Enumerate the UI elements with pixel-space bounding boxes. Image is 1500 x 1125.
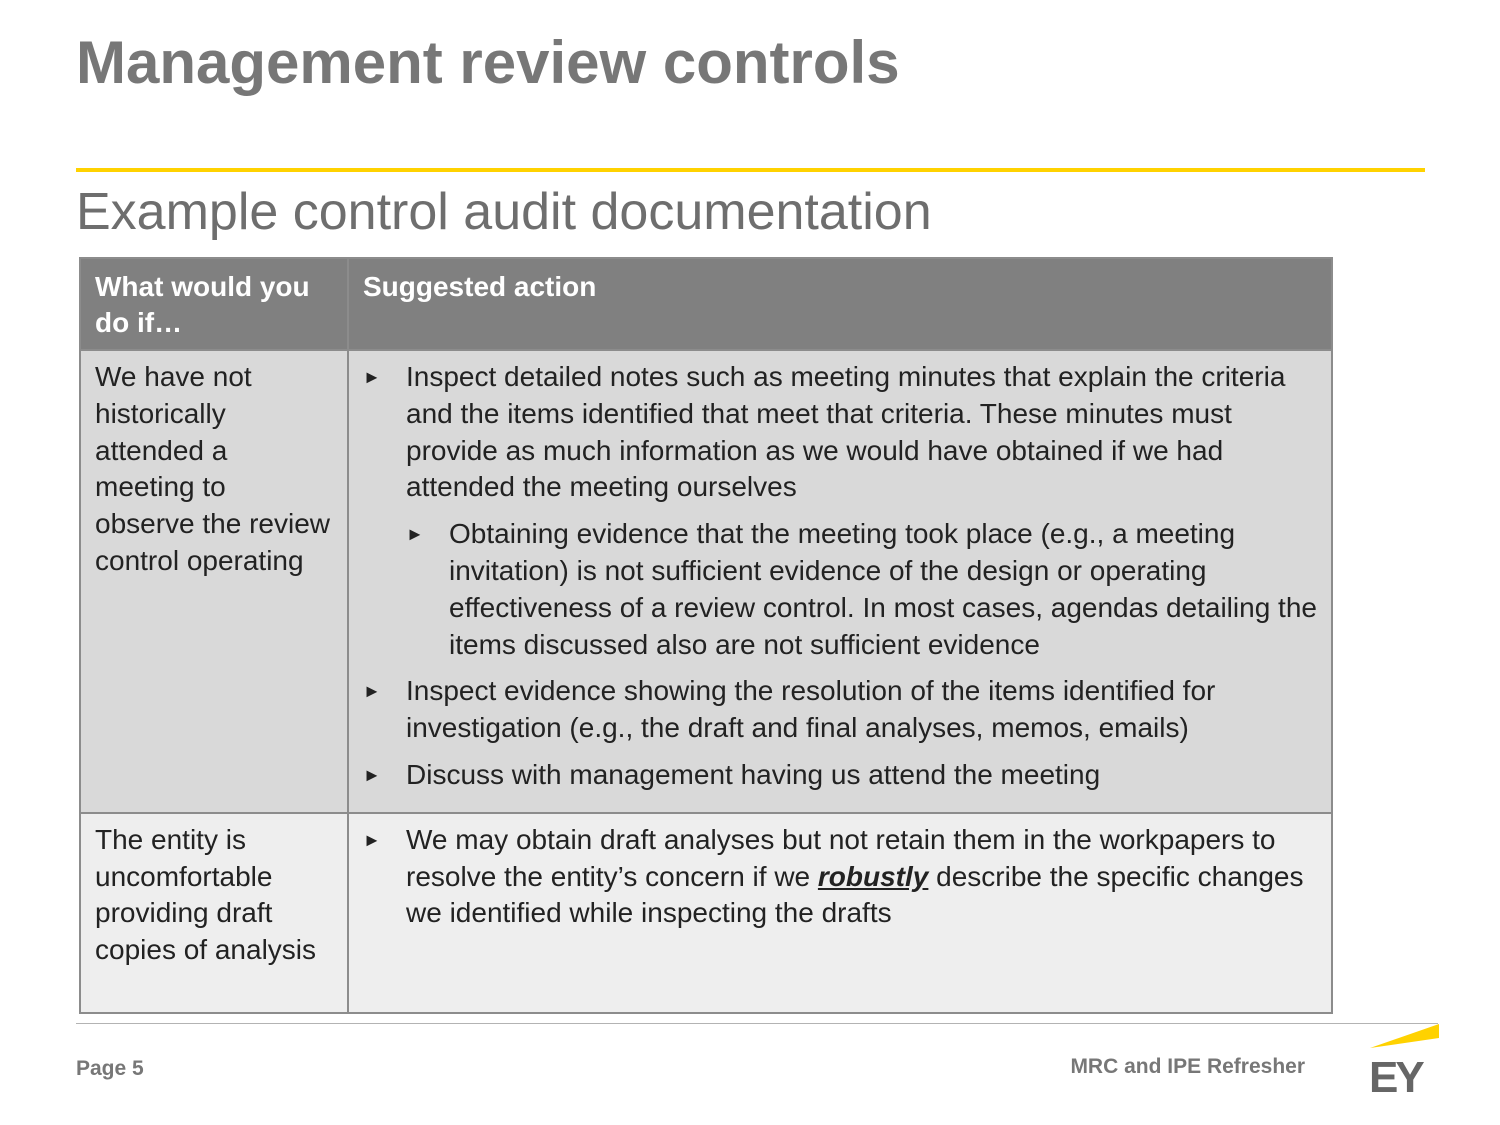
table-row xyxy=(80,813,1332,1013)
title-divider xyxy=(76,168,1425,172)
sub-action-text: Obtaining evidence that the meeting took place (e.g., a meeting invitation) is not sufficient evidence of the design or operating effectiveness of a review control. In most cases, agendas detailing the items discussed also are not sufficient evidence xyxy=(449,518,1317,660)
action-cell xyxy=(348,350,1332,813)
action-text: Discuss with management having us attend the meeting xyxy=(406,758,1101,790)
arrow-bullet-icon: ► xyxy=(363,829,381,850)
table-header-row xyxy=(80,258,1332,350)
action-cell xyxy=(348,813,1332,1013)
emphasis-text: robustly xyxy=(817,860,929,892)
page-number: Page 5 xyxy=(76,1057,144,1080)
action-list xyxy=(363,822,1317,932)
slide-subtitle: Example control audit documentation xyxy=(76,183,932,241)
condition-cell: The entity is uncomfortable providing draft copies of analysis xyxy=(80,813,348,1013)
arrow-bullet-icon: ► xyxy=(363,681,381,702)
action-text-start: We may obtain draft analyses but not retain them in the workpapers to resolve the entity’s concern if we xyxy=(406,823,1276,892)
slide-title: Management review controls xyxy=(76,29,900,96)
header-action: Suggested action xyxy=(348,258,1332,350)
header-condition: What would you do if… xyxy=(80,258,348,350)
condition-cell: We have not historically attended a meeting to observe the review control operating xyxy=(80,350,348,813)
table-row xyxy=(80,350,1332,813)
list-item xyxy=(363,822,1317,932)
footer-divider xyxy=(76,1023,1438,1024)
action-list xyxy=(363,359,1317,794)
list-item xyxy=(406,516,1317,663)
list-item xyxy=(363,673,1317,747)
arrow-bullet-icon: ► xyxy=(406,524,424,545)
arrow-bullet-icon: ► xyxy=(363,764,381,785)
action-table xyxy=(79,257,1333,1014)
arrow-bullet-icon: ► xyxy=(363,367,381,387)
ey-logo-text: EY xyxy=(1369,1053,1422,1094)
ey-logo-icon xyxy=(1368,1024,1440,1094)
list-item xyxy=(363,359,1317,663)
action-text: Inspect evidence showing the resolution of the items identified for investigation (e.g., the draft and final analyses, memos, emails) xyxy=(406,675,1216,744)
action-text-end: describe the specific changes we identified while inspecting the drafts xyxy=(406,860,1304,929)
footer-deck-title: MRC and IPE Refresher xyxy=(1070,1055,1305,1078)
list-item xyxy=(363,757,1317,794)
action-text: Inspect detailed notes such as meeting minutes that explain the criteria and the items identified that meet that criteria. These minutes must provide as much information as we would have obtained if we had attended the meeting ourselves xyxy=(406,361,1286,503)
sub-action-list xyxy=(406,516,1317,663)
